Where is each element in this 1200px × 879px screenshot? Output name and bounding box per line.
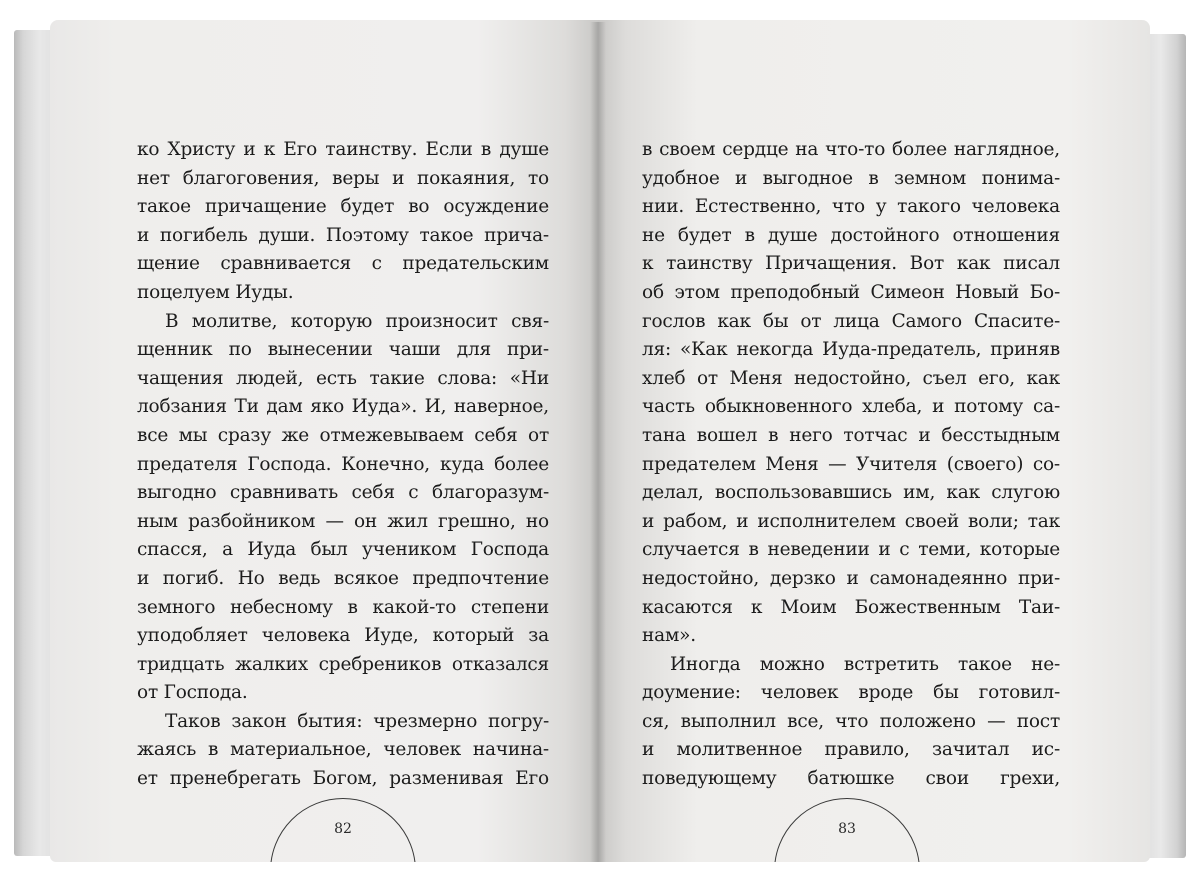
text-line: ет пренебрегать Богом, разменивая Его	[137, 768, 549, 790]
text-line: хлеб от Меня недостойно, съел его, как	[642, 367, 1060, 389]
text-line: тридцать жалких сребреников отказался	[137, 653, 549, 675]
left-page	[50, 20, 598, 862]
text-line: лобзания Ти дам яко Иуда». И, наверное,	[137, 396, 549, 418]
text-line: щение сравнивается с предательским	[137, 253, 549, 275]
text-line: предателем Меня — Учителя (своего) со-	[642, 453, 1060, 475]
text-line: не будет в душе достойного отношения	[642, 224, 1060, 246]
text-line: и рабом, и исполнителем своей воли; так	[642, 510, 1060, 532]
text-line: предателя Господа. Конечно, куда более	[137, 453, 549, 475]
text-line: нам».	[642, 625, 696, 647]
text-line: поцелуем Иуды.	[137, 281, 294, 303]
right-page-text	[642, 136, 1060, 794]
text-line: ным разбойником — он жил грешно, но	[137, 510, 549, 532]
text-line: в своем сердце на что-то более наглядное,	[642, 139, 1060, 160]
text-line: касаются к Моим Божественным Таи-	[642, 596, 1060, 618]
book-gutter-shadow	[590, 22, 606, 862]
left-page-text	[137, 136, 549, 794]
text-line: ся, выполнил все, что положено — пост	[642, 710, 1060, 732]
text-line: все мы сразу же отмежевываем себя от	[137, 424, 549, 446]
text-line: нии. Естественно, что у такого человека	[642, 196, 1060, 218]
text-line: земного небесному в какой-то степени	[137, 596, 549, 618]
text-line: от Господа.	[137, 682, 248, 704]
text-line: такое причащение будет во осуждение	[137, 196, 549, 218]
text-line: делал, воспользовавшись им, как слугою	[642, 482, 1060, 504]
page-number: 82	[334, 821, 352, 837]
text-line: случается в неведении и с теми, которые	[642, 539, 1060, 561]
text-line: Таков закон бытия: чрезмерно погру-	[165, 710, 549, 732]
text-line: гослов как бы от лица Самого Спасите-	[642, 310, 1060, 332]
text-line: уподобляет человека Иуде, который за	[137, 625, 549, 647]
text-line: и погибель души. Поэтому такое прича-	[137, 224, 549, 246]
text-line: и погиб. Но ведь всякое предпочтение	[137, 567, 549, 589]
text-line: ля: «Как некогда Иуда-предатель, приняв	[642, 339, 1060, 361]
page-number-circle	[270, 798, 416, 862]
text-line: об этом преподобный Симеон Новый Бо-	[642, 281, 1060, 303]
text-line: ко Христу и к Его таинству. Если в душе	[137, 139, 549, 160]
text-line: В молитве, которую произносит свя-	[165, 310, 549, 332]
text-line: спасся, а Иуда был учеником Господа	[137, 539, 549, 561]
text-line: выгодно сравнивать себя с благоразум-	[137, 482, 549, 504]
text-line: удобное и выгодное в земном понима-	[642, 167, 1060, 189]
text-line: жаясь в материальное, человек начина-	[137, 739, 549, 761]
text-line: чащения людей, есть такие слова: «Ни	[137, 367, 549, 389]
text-line: щенник по вынесении чаши для при-	[137, 339, 549, 361]
right-page	[598, 20, 1150, 862]
page-number: 83	[838, 821, 856, 837]
text-line: и молитвенное правило, зачитал ис-	[642, 739, 1060, 761]
text-line: поведующему батюшке свои грехи,	[642, 768, 1060, 790]
text-line: недостойно, дерзко и самонадеянно при-	[642, 567, 1060, 589]
text-line: часть обыкновенного хлеба, и потому са-	[642, 396, 1060, 418]
text-line: доумение: человек вроде бы готовил-	[642, 682, 1060, 704]
text-line: Иногда можно встретить такое не-	[670, 653, 1060, 675]
page-number-circle	[774, 798, 920, 862]
text-line: нет благоговения, веры и покаяния, то	[137, 167, 549, 189]
text-line: тана вошел в него тотчас и бесстыдным	[642, 424, 1060, 446]
text-line: к таинству Причащения. Вот как писал	[642, 253, 1060, 275]
